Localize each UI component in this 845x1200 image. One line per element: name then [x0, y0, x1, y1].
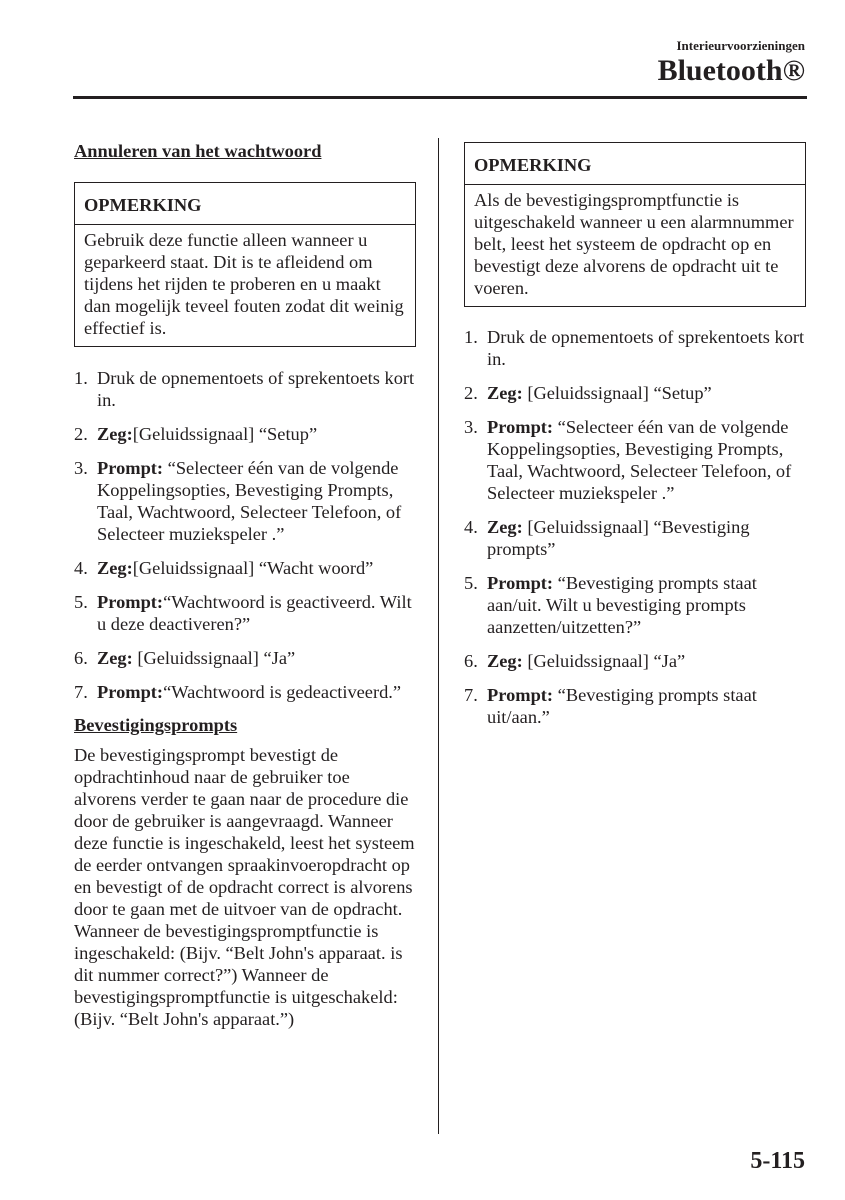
note-title: OPMERKING — [465, 143, 805, 185]
step-text: Druk de opnementoets of sprekentoets kort in. — [487, 327, 805, 369]
step-number: 6. — [464, 651, 478, 671]
step-item — [464, 416, 806, 504]
header-rule — [73, 96, 807, 99]
left-column — [74, 138, 416, 1030]
step-text: [Geluidssignaal] “Ja” — [132, 648, 296, 668]
step-number: 5. — [74, 592, 88, 612]
step-keyword: Zeg: — [487, 651, 523, 671]
step-keyword: Zeg: — [97, 424, 133, 444]
step-number: 5. — [464, 573, 478, 593]
step-number: 4. — [74, 558, 88, 578]
step-text: [Geluidssignaal] “Wacht woord” — [132, 558, 374, 578]
step-number: 6. — [74, 648, 88, 668]
step-item — [74, 457, 416, 545]
step-item — [74, 367, 416, 411]
step-text: “Selecteer één van de volgende Koppelingsopties, Bevestiging Prompts, Taal, Wachtwoord, Selecteer Telefoon, of Selecteer muziekspeler .” — [487, 417, 792, 503]
page-number: 5-115 — [750, 1148, 805, 1174]
step-text: [Geluidssignaal] “Bevestiging prompts” — [487, 517, 750, 559]
step-number: 7. — [464, 685, 478, 705]
step-keyword: Prompt: — [97, 682, 164, 702]
step-item — [74, 681, 416, 703]
step-item — [464, 382, 806, 404]
step-keyword: Prompt: — [97, 458, 164, 478]
step-text: [Geluidssignaal] “Setup” — [522, 383, 712, 403]
step-keyword: Prompt: — [487, 417, 554, 437]
step-text: “Selecteer één van de volgende Koppelingsopties, Bevestiging Prompts, Taal, Wachtwoord, Selecteer Telefoon, of Selecteer muziekspeler .” — [97, 458, 402, 544]
right-column — [464, 138, 806, 740]
step-number: 2. — [74, 424, 88, 444]
step-text: “Bevestiging prompts staat uit/aan.” — [487, 685, 757, 727]
step-keyword: Zeg: — [487, 383, 523, 403]
step-item — [74, 557, 416, 579]
step-item — [464, 572, 806, 638]
step-text: “Wachtwoord is gedeactiveerd.” — [163, 682, 402, 702]
step-item — [464, 684, 806, 728]
step-keyword: Zeg: — [487, 517, 523, 537]
step-number: 7. — [74, 682, 88, 702]
step-text: “Bevestiging prompts staat aan/uit. Wilt u bevestiging prompts aanzetten/uitzetten?” — [487, 573, 757, 637]
step-number: 2. — [464, 383, 478, 403]
note-box — [74, 182, 416, 347]
step-number: 3. — [74, 458, 88, 478]
step-keyword: Prompt: — [487, 573, 554, 593]
note-box — [464, 142, 806, 307]
step-keyword: Zeg: — [97, 558, 133, 578]
step-item — [464, 650, 806, 672]
step-list — [464, 326, 806, 728]
step-text: [Geluidssignaal] “Setup” — [132, 424, 318, 444]
step-text: [Geluidssignaal] “Ja” — [522, 651, 686, 671]
step-list — [74, 367, 416, 703]
step-item — [74, 591, 416, 635]
step-keyword: Prompt: — [487, 685, 554, 705]
step-item — [464, 326, 806, 370]
step-item — [464, 516, 806, 560]
note-body: Gebruik deze functie alleen wanneer u geparkeerd staat. Dit is te afleidend om tijdens het rijden te proberen en u maakt dan mogelijk teveel fouten zodat dit weinig effectief is. — [84, 230, 404, 338]
step-text: “Wachtwoord is geactiveerd. Wilt u deze deactiveren?” — [97, 592, 412, 634]
section-heading-password: Annuleren van het wachtwoord — [74, 141, 322, 161]
page-title: Bluetooth® — [657, 54, 805, 87]
section-label: Interieurvoorzieningen — [676, 38, 805, 53]
step-text: Druk de opnementoets of sprekentoets kort in. — [97, 368, 415, 410]
step-number: 1. — [464, 327, 478, 347]
step-number: 1. — [74, 368, 88, 388]
step-keyword: Prompt: — [97, 592, 164, 612]
body-paragraph: De bevestigingsprompt bevestigt de opdrachtinhoud naar de gebruiker toe alvorens verder te gaan naar de procedure die door de gebruiker is aangevraagd. Wanneer deze functie is ingeschakeld, leest het systeem de eerder ontvangen spraakinvoeropdracht op en bevestigt of de opdracht correct is alvorens door te gaan met de uitvoer van de opdracht. Wanneer de bevestigingspromptfunctie is ingeschakeld: (Bijv. “Belt John's apparaat. is dit nummer correct?”) Wanneer de bevestigingspromptfunctie is uitgeschakeld: (Bijv. “Belt John's apparaat.”) — [74, 745, 415, 1029]
step-number: 3. — [464, 417, 478, 437]
note-body: Als de bevestigingspromptfunctie is uitgeschakeld wanneer u een alarmnummer belt, leest het systeem de opdracht op en bevestigt deze alvorens de opdracht uit te voeren. — [474, 190, 794, 298]
note-title: OPMERKING — [75, 183, 415, 225]
step-keyword: Zeg: — [97, 648, 133, 668]
step-item — [74, 423, 416, 445]
column-divider — [438, 138, 439, 1134]
section-heading-confirmation: Bevestigingsprompts — [74, 715, 238, 735]
step-number: 4. — [464, 517, 478, 537]
step-item — [74, 647, 416, 669]
